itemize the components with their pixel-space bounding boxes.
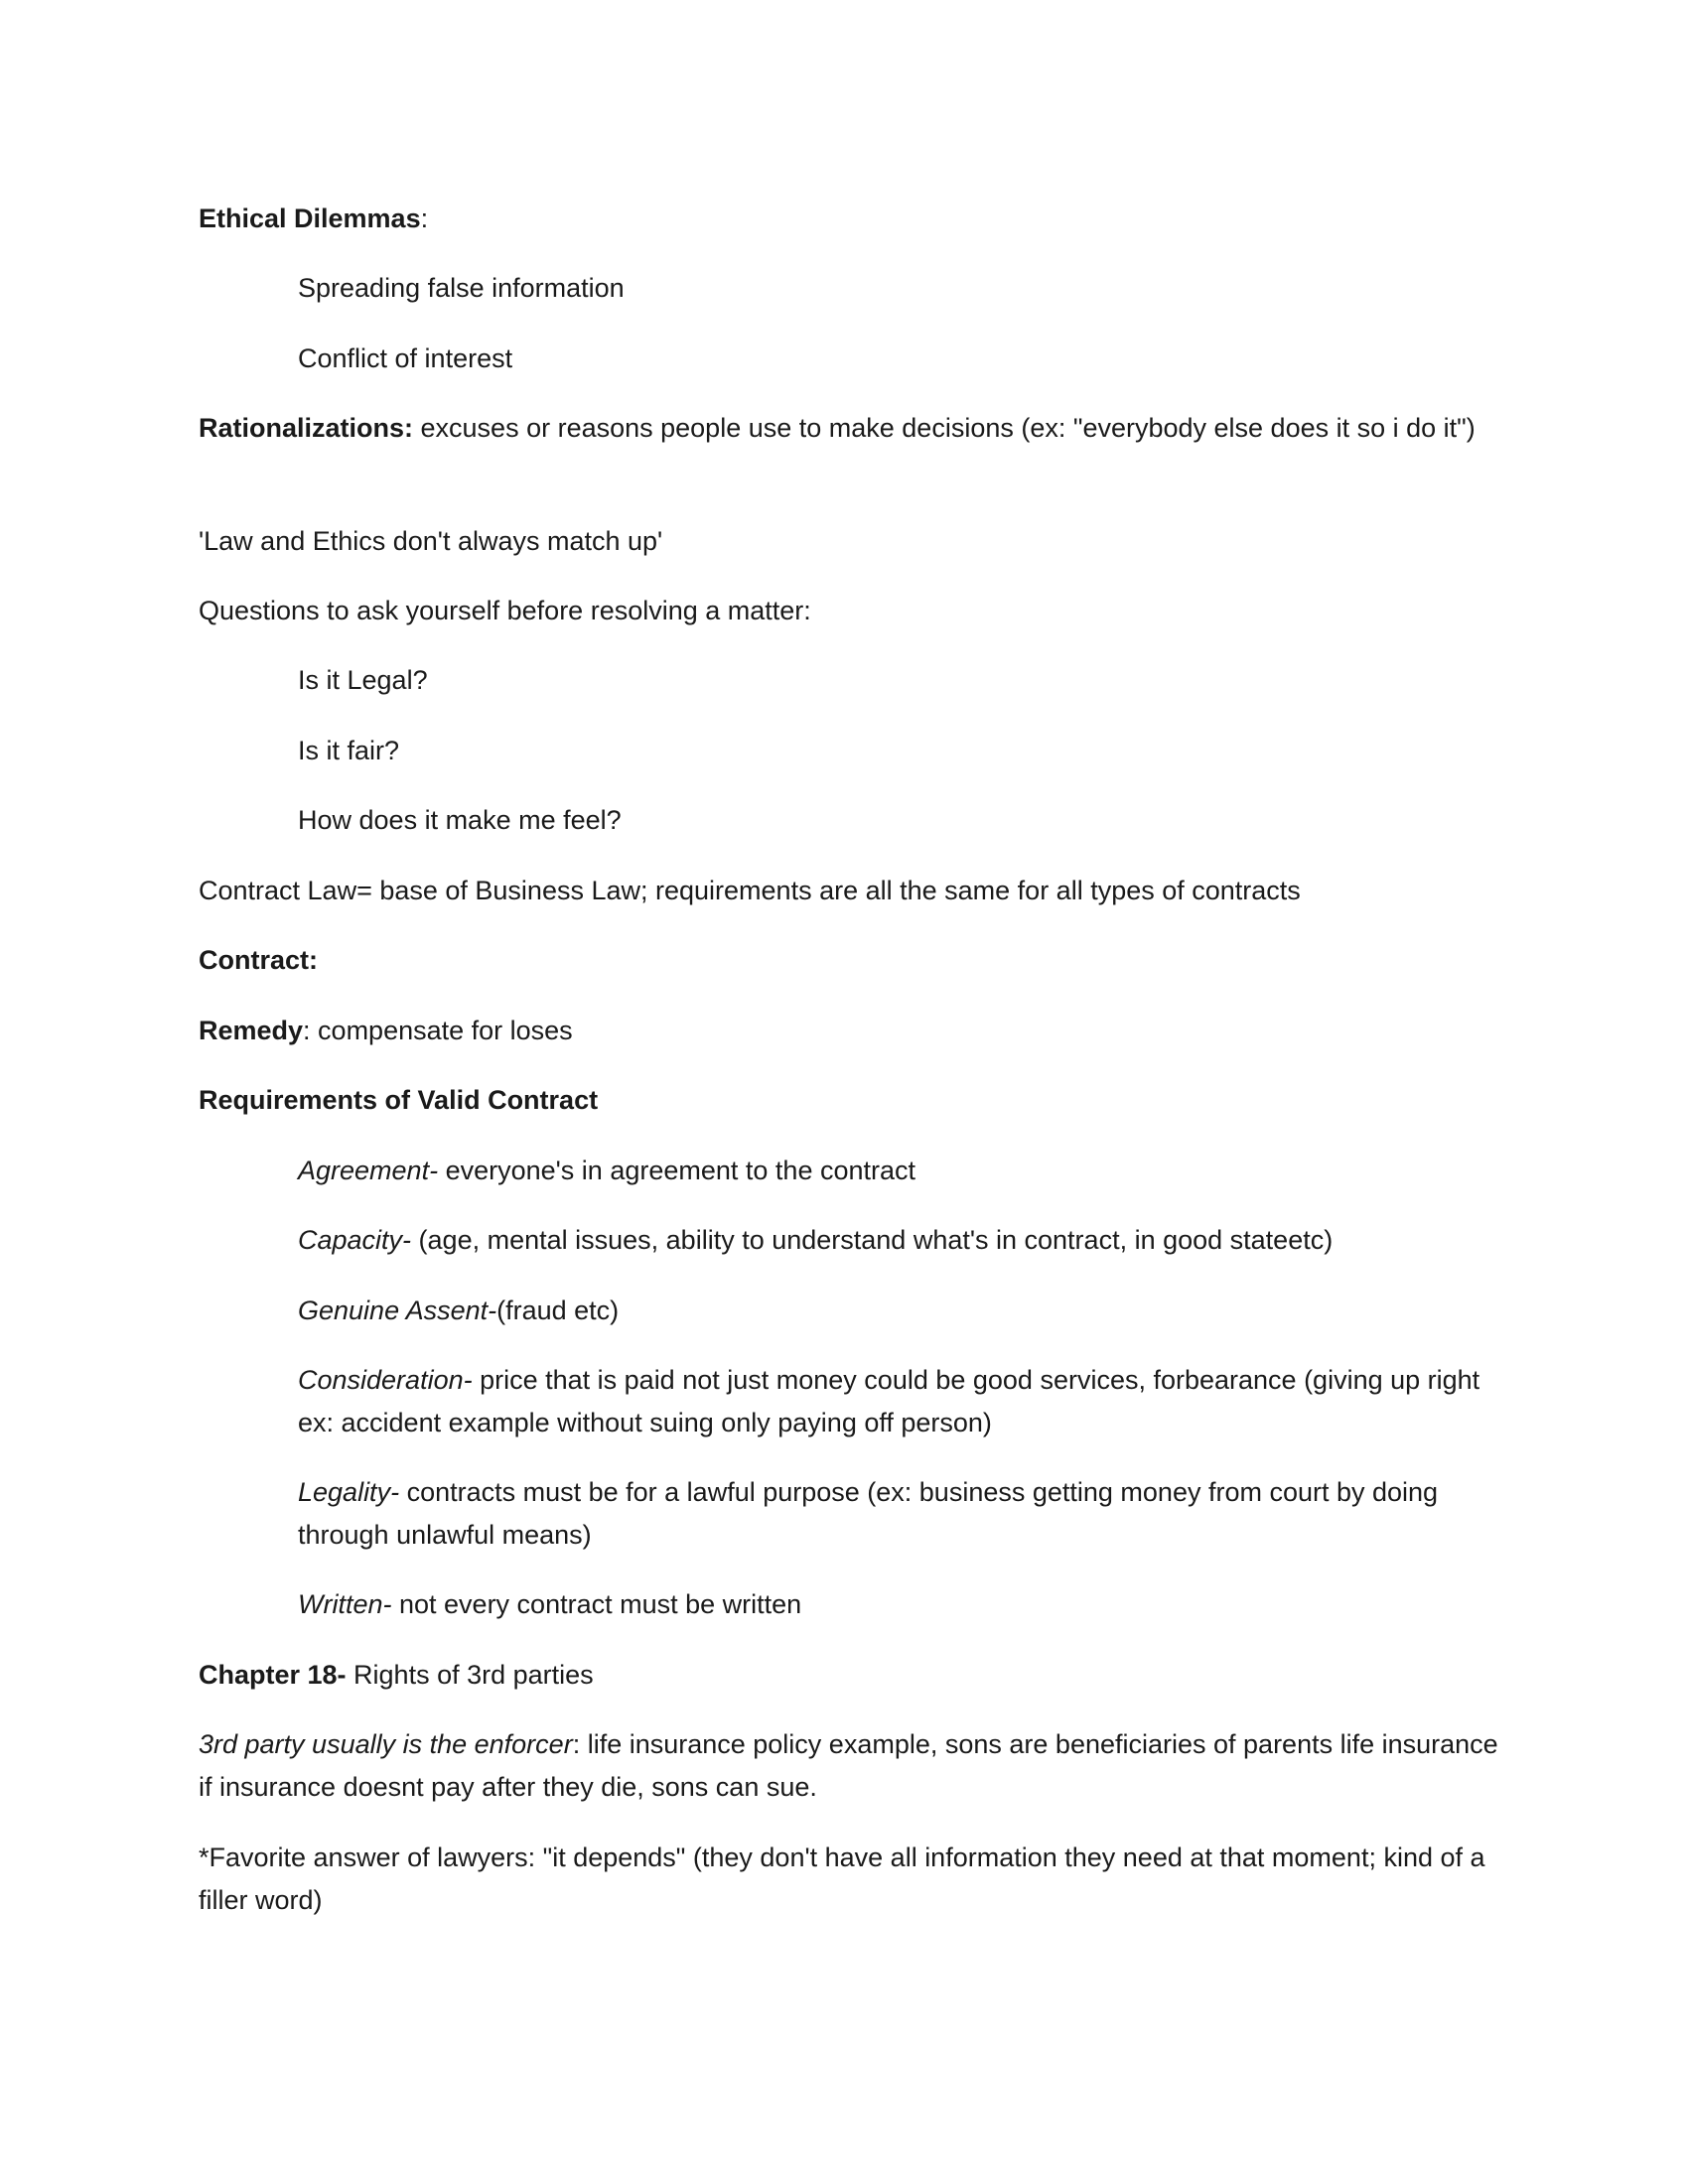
questions-intro: Questions to ask yourself before resolving a matter:	[199, 596, 811, 625]
requirement-written	[298, 1583, 1499, 1626]
requirement-text: (age, mental issues, ability to understand what's in contract, in good stateetc)	[411, 1225, 1334, 1255]
rationalizations-paragraph	[199, 407, 1499, 450]
chapter-18-heading	[199, 1654, 1499, 1697]
list-item: Is it fair?	[298, 736, 400, 765]
requirement-consideration	[298, 1359, 1499, 1444]
requirement-genuine-assent	[298, 1290, 1499, 1332]
third-party-text: : life insurance policy example, sons are beneficiaries of parents life insurance if insurance doesnt pay after they die, sons can sue.	[199, 1729, 1498, 1802]
requirement-legality	[298, 1471, 1499, 1557]
contract-heading	[199, 939, 1499, 982]
rationalizations-text: excuses or reasons people use to make decisions (ex: "everybody else does it so i do it")	[413, 413, 1476, 443]
list-item: Conflict of interest	[298, 343, 513, 373]
requirement-agreement	[298, 1150, 1499, 1192]
requirement-term: Genuine Assent-	[298, 1296, 497, 1325]
requirement-text: (fraud etc)	[496, 1296, 620, 1325]
list-item: Is it Legal?	[298, 665, 428, 695]
list-item: How does it make me feel?	[298, 805, 622, 835]
requirement-term: Agreement-	[298, 1156, 439, 1185]
requirements-heading	[199, 1079, 1499, 1122]
contract-law-paragraph: Contract Law= base of Business Law; requirements are all the same for all types of contracts	[199, 876, 1301, 905]
law-ethics-quote: 'Law and Ethics don't always match up'	[199, 526, 663, 556]
requirement-text: not every contract must be written	[391, 1589, 802, 1619]
third-party-paragraph	[199, 1723, 1499, 1809]
requirements-heading-text: Requirements of Valid Contract	[199, 1085, 599, 1115]
remedy-paragraph	[199, 1010, 1499, 1052]
requirement-text: price that is paid not just money could be good services, forbearance (giving up right ex: accident example without suing only paying off person)	[298, 1365, 1480, 1437]
list-item: Spreading false information	[298, 273, 625, 303]
requirement-capacity	[298, 1219, 1499, 1262]
favorite-answer-paragraph: *Favorite answer of lawyers: "it depends" (they don't have all information they need at that moment; kind of a filler word)	[199, 1843, 1485, 1915]
chapter-18-term: Chapter 18-	[199, 1660, 347, 1690]
requirement-term: Consideration-	[298, 1365, 473, 1395]
remedy-text: : compensate for loses	[303, 1016, 573, 1045]
third-party-term: 3rd party usually is the enforcer	[199, 1729, 573, 1759]
requirement-text: contracts must be for a lawful purpose (ex: business getting money from court by doing through unlawful means)	[298, 1477, 1439, 1550]
requirement-term: Legality-	[298, 1477, 400, 1507]
ethical-dilemmas-term: Ethical Dilemmas	[199, 204, 421, 233]
requirement-term: Written-	[298, 1589, 392, 1619]
rationalizations-term: Rationalizations:	[199, 413, 414, 443]
ethical-dilemmas-heading	[199, 198, 1499, 240]
remedy-term: Remedy	[199, 1016, 304, 1045]
requirement-term: Capacity-	[298, 1225, 412, 1255]
contract-heading-text: Contract:	[199, 945, 318, 975]
ethical-dilemmas-colon: :	[420, 204, 429, 233]
requirement-text: everyone's in agreement to the contract	[438, 1156, 916, 1185]
chapter-18-text: Rights of 3rd parties	[346, 1660, 594, 1690]
